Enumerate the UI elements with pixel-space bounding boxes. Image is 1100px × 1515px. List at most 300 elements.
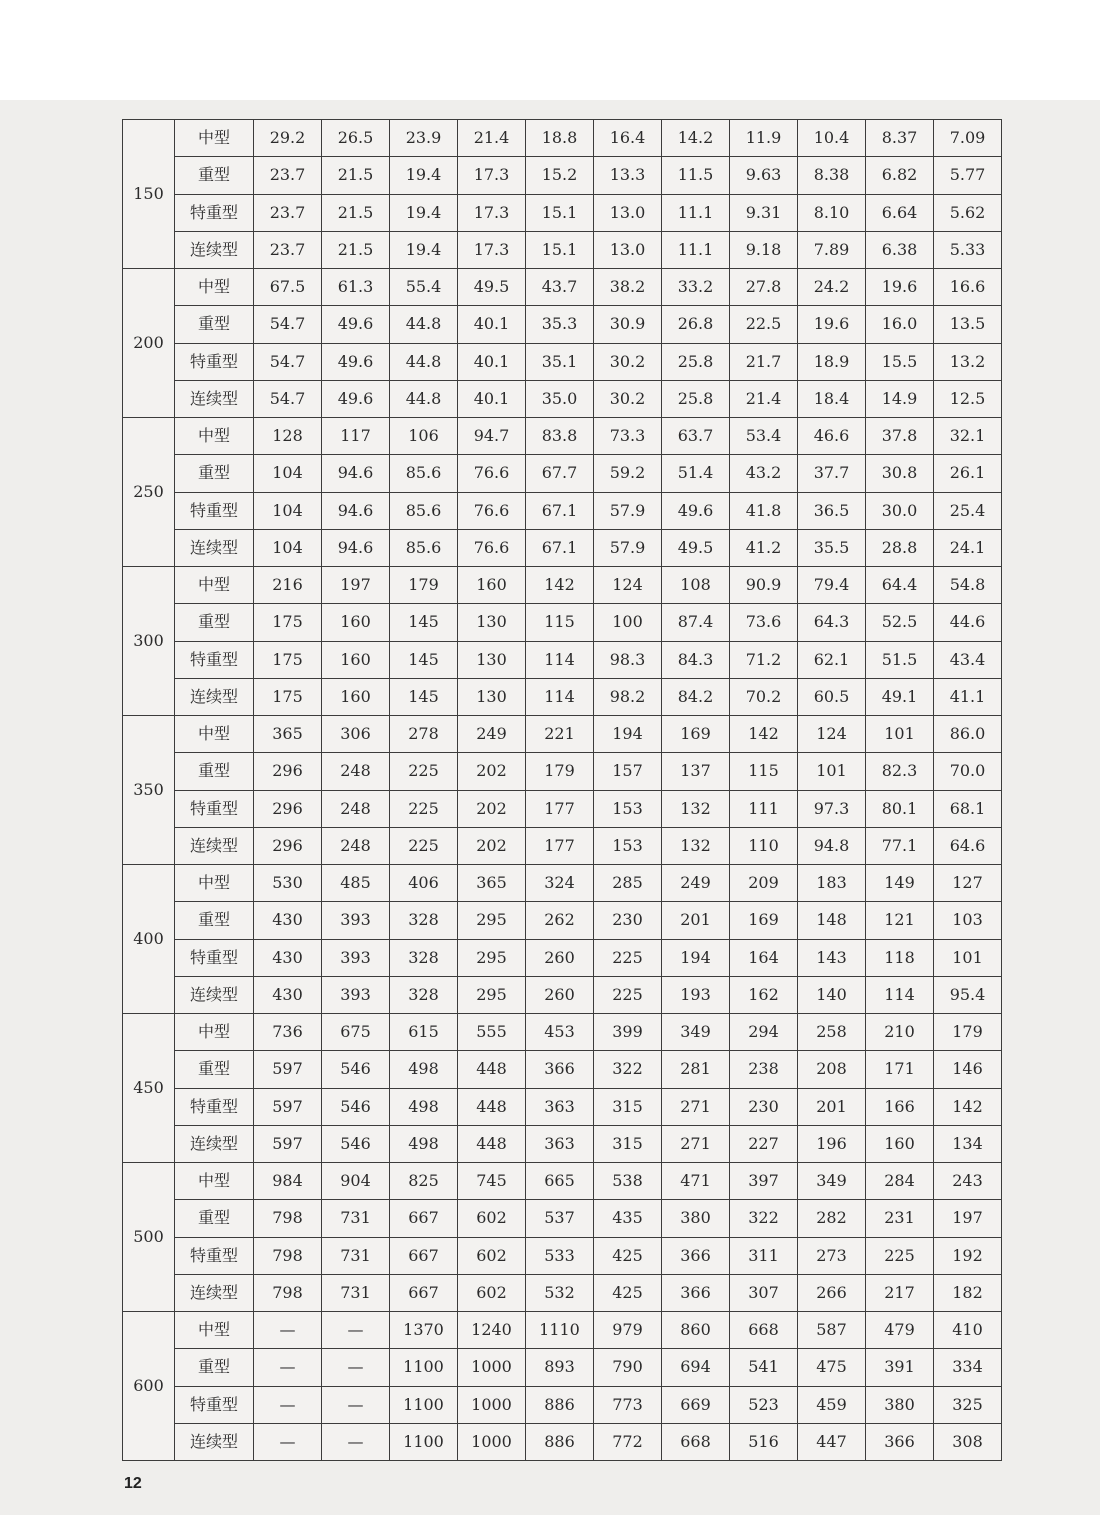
value-cell: 523: [730, 1386, 798, 1423]
value-cell: 142: [934, 1088, 1002, 1125]
value-cell: 30.2: [594, 380, 662, 417]
value-cell: 142: [730, 716, 798, 753]
value-cell: 731: [322, 1274, 390, 1311]
value-cell: 615: [390, 1014, 458, 1051]
value-cell: 19.4: [390, 231, 458, 268]
table-row: [123, 678, 1002, 715]
value-cell: 14.9: [866, 380, 934, 417]
value-cell: 258: [798, 1014, 866, 1051]
type-cell: 中型: [175, 1163, 254, 1200]
value-cell: 166: [866, 1088, 934, 1125]
value-cell: 13.0: [594, 194, 662, 231]
value-cell: 11.1: [662, 194, 730, 231]
value-cell: 23.9: [390, 120, 458, 157]
value-cell: —: [254, 1312, 322, 1349]
value-cell: 315: [594, 1088, 662, 1125]
value-cell: 21.4: [730, 380, 798, 417]
table-row: [123, 1163, 1002, 1200]
value-cell: 538: [594, 1163, 662, 1200]
value-cell: 169: [730, 902, 798, 939]
table-row: [123, 716, 1002, 753]
value-cell: 101: [934, 939, 1002, 976]
value-cell: 41.2: [730, 529, 798, 566]
value-cell: 98.2: [594, 678, 662, 715]
value-cell: 21.5: [322, 194, 390, 231]
value-cell: 667: [390, 1237, 458, 1274]
value-cell: 430: [254, 939, 322, 976]
table-row: [123, 1014, 1002, 1051]
size-cell: 150: [123, 120, 175, 269]
value-cell: 363: [526, 1125, 594, 1162]
value-cell: 19.4: [390, 194, 458, 231]
value-cell: 249: [662, 865, 730, 902]
value-cell: 192: [934, 1237, 1002, 1274]
value-cell: 7.89: [798, 231, 866, 268]
value-cell: 111: [730, 790, 798, 827]
value-cell: 16.0: [866, 306, 934, 343]
value-cell: 38.2: [594, 269, 662, 306]
value-cell: 49.6: [322, 343, 390, 380]
value-cell: 23.7: [254, 194, 322, 231]
value-cell: 231: [866, 1200, 934, 1237]
table-row: [123, 827, 1002, 864]
value-cell: 110: [730, 827, 798, 864]
table-row: [123, 1349, 1002, 1386]
value-cell: 76.6: [458, 455, 526, 492]
value-cell: 132: [662, 790, 730, 827]
value-cell: 44.6: [934, 604, 1002, 641]
value-cell: 393: [322, 902, 390, 939]
value-cell: 18.8: [526, 120, 594, 157]
value-cell: 67.7: [526, 455, 594, 492]
value-cell: 731: [322, 1237, 390, 1274]
table-row: [123, 120, 1002, 157]
value-cell: 43.4: [934, 641, 1002, 678]
value-cell: 243: [934, 1163, 1002, 1200]
value-cell: 104: [254, 492, 322, 529]
value-cell: 124: [798, 716, 866, 753]
table-row: [123, 418, 1002, 455]
value-cell: 448: [458, 1125, 526, 1162]
type-cell: 重型: [175, 157, 254, 194]
value-cell: 366: [866, 1423, 934, 1460]
value-cell: 225: [594, 939, 662, 976]
value-cell: 322: [730, 1200, 798, 1237]
value-cell: 49.6: [662, 492, 730, 529]
value-cell: 249: [458, 716, 526, 753]
value-cell: 285: [594, 865, 662, 902]
value-cell: 153: [594, 790, 662, 827]
value-cell: 202: [458, 790, 526, 827]
value-cell: 19.6: [798, 306, 866, 343]
value-cell: 130: [458, 641, 526, 678]
value-cell: 485: [322, 865, 390, 902]
value-cell: 17.3: [458, 157, 526, 194]
table-row: [123, 790, 1002, 827]
value-cell: 51.5: [866, 641, 934, 678]
type-cell: 特重型: [175, 194, 254, 231]
value-cell: 365: [458, 865, 526, 902]
value-cell: 114: [526, 678, 594, 715]
value-cell: 79.4: [798, 567, 866, 604]
table-row: [123, 231, 1002, 268]
value-cell: 296: [254, 790, 322, 827]
value-cell: 471: [662, 1163, 730, 1200]
value-cell: 546: [322, 1088, 390, 1125]
value-cell: 541: [730, 1349, 798, 1386]
table-row: [123, 753, 1002, 790]
size-cell: 350: [123, 716, 175, 865]
data-table: [122, 119, 1002, 1461]
value-cell: 25.8: [662, 343, 730, 380]
value-cell: 64.3: [798, 604, 866, 641]
table-row: [123, 976, 1002, 1013]
value-cell: 41.8: [730, 492, 798, 529]
value-cell: 35.1: [526, 343, 594, 380]
value-cell: 202: [458, 827, 526, 864]
value-cell: 25.8: [662, 380, 730, 417]
value-cell: 406: [390, 865, 458, 902]
value-cell: 9.31: [730, 194, 798, 231]
value-cell: 209: [730, 865, 798, 902]
value-cell: 322: [594, 1051, 662, 1088]
value-cell: 546: [322, 1125, 390, 1162]
value-cell: 667: [390, 1274, 458, 1311]
value-cell: 143: [798, 939, 866, 976]
value-cell: 67.1: [526, 492, 594, 529]
value-cell: 530: [254, 865, 322, 902]
value-cell: 349: [662, 1014, 730, 1051]
value-cell: 73.6: [730, 604, 798, 641]
table-row: [123, 194, 1002, 231]
value-cell: 15.1: [526, 194, 594, 231]
type-cell: 连续型: [175, 231, 254, 268]
value-cell: 175: [254, 641, 322, 678]
value-cell: 18.9: [798, 343, 866, 380]
value-cell: 14.2: [662, 120, 730, 157]
value-cell: 194: [662, 939, 730, 976]
value-cell: —: [322, 1423, 390, 1460]
value-cell: 262: [526, 902, 594, 939]
value-cell: 29.2: [254, 120, 322, 157]
value-cell: 84.3: [662, 641, 730, 678]
value-cell: 798: [254, 1274, 322, 1311]
type-cell: 连续型: [175, 1274, 254, 1311]
value-cell: 979: [594, 1312, 662, 1349]
value-cell: 886: [526, 1423, 594, 1460]
table-row: [123, 492, 1002, 529]
page-number: 12: [124, 1475, 142, 1492]
value-cell: 22.5: [730, 306, 798, 343]
value-cell: 49.5: [662, 529, 730, 566]
value-cell: 67.1: [526, 529, 594, 566]
value-cell: 57.9: [594, 529, 662, 566]
value-cell: 284: [866, 1163, 934, 1200]
value-cell: 108: [662, 567, 730, 604]
value-cell: 675: [322, 1014, 390, 1051]
value-cell: 798: [254, 1237, 322, 1274]
value-cell: 328: [390, 902, 458, 939]
value-cell: 325: [934, 1386, 1002, 1423]
value-cell: 7.09: [934, 120, 1002, 157]
value-cell: 380: [866, 1386, 934, 1423]
value-cell: 772: [594, 1423, 662, 1460]
value-cell: 602: [458, 1237, 526, 1274]
value-cell: 334: [934, 1349, 1002, 1386]
value-cell: 248: [322, 827, 390, 864]
value-cell: 94.6: [322, 529, 390, 566]
value-cell: 23.7: [254, 231, 322, 268]
size-cell: 250: [123, 418, 175, 567]
value-cell: 179: [934, 1014, 1002, 1051]
value-cell: —: [254, 1349, 322, 1386]
value-cell: 61.3: [322, 269, 390, 306]
value-cell: 142: [526, 567, 594, 604]
value-cell: 101: [798, 753, 866, 790]
type-cell: 中型: [175, 716, 254, 753]
value-cell: 83.8: [526, 418, 594, 455]
value-cell: 665: [526, 1163, 594, 1200]
value-cell: 160: [322, 641, 390, 678]
value-cell: 448: [458, 1051, 526, 1088]
value-cell: 157: [594, 753, 662, 790]
value-cell: 84.2: [662, 678, 730, 715]
value-cell: 266: [798, 1274, 866, 1311]
type-cell: 重型: [175, 306, 254, 343]
value-cell: 893: [526, 1349, 594, 1386]
value-cell: 447: [798, 1423, 866, 1460]
type-cell: 重型: [175, 604, 254, 641]
value-cell: 160: [458, 567, 526, 604]
value-cell: 435: [594, 1200, 662, 1237]
value-cell: 98.3: [594, 641, 662, 678]
type-cell: 中型: [175, 567, 254, 604]
value-cell: 6.38: [866, 231, 934, 268]
table-row: [123, 1200, 1002, 1237]
value-cell: 30.0: [866, 492, 934, 529]
value-cell: 28.8: [866, 529, 934, 566]
value-cell: 82.3: [866, 753, 934, 790]
value-cell: 273: [798, 1237, 866, 1274]
value-cell: 49.6: [322, 380, 390, 417]
value-cell: 40.1: [458, 306, 526, 343]
value-cell: 51.4: [662, 455, 730, 492]
table-row: [123, 380, 1002, 417]
value-cell: 307: [730, 1274, 798, 1311]
value-cell: 555: [458, 1014, 526, 1051]
value-cell: 453: [526, 1014, 594, 1051]
value-cell: 140: [798, 976, 866, 1013]
value-cell: 516: [730, 1423, 798, 1460]
table-row: [123, 1237, 1002, 1274]
value-cell: 11.1: [662, 231, 730, 268]
table-row: [123, 343, 1002, 380]
value-cell: 146: [934, 1051, 1002, 1088]
value-cell: 5.62: [934, 194, 1002, 231]
value-cell: —: [322, 1349, 390, 1386]
value-cell: 397: [730, 1163, 798, 1200]
value-cell: 349: [798, 1163, 866, 1200]
value-cell: 128: [254, 418, 322, 455]
value-cell: 30.2: [594, 343, 662, 380]
value-cell: 230: [594, 902, 662, 939]
value-cell: 49.6: [322, 306, 390, 343]
value-cell: 106: [390, 418, 458, 455]
value-cell: 37.7: [798, 455, 866, 492]
value-cell: 59.2: [594, 455, 662, 492]
value-cell: 64.4: [866, 567, 934, 604]
value-cell: 430: [254, 902, 322, 939]
value-cell: 16.4: [594, 120, 662, 157]
value-cell: 459: [798, 1386, 866, 1423]
type-cell: 重型: [175, 1349, 254, 1386]
size-cell: 200: [123, 269, 175, 418]
value-cell: 1100: [390, 1349, 458, 1386]
value-cell: 132: [662, 827, 730, 864]
value-cell: 271: [662, 1088, 730, 1125]
value-cell: 13.3: [594, 157, 662, 194]
value-cell: 410: [934, 1312, 1002, 1349]
value-cell: 9.63: [730, 157, 798, 194]
value-cell: 54.7: [254, 343, 322, 380]
type-cell: 特重型: [175, 343, 254, 380]
value-cell: 271: [662, 1125, 730, 1162]
value-cell: 860: [662, 1312, 730, 1349]
type-cell: 中型: [175, 1014, 254, 1051]
value-cell: 1100: [390, 1386, 458, 1423]
value-cell: 363: [526, 1088, 594, 1125]
value-cell: 731: [322, 1200, 390, 1237]
value-cell: 201: [662, 902, 730, 939]
value-cell: 667: [390, 1200, 458, 1237]
value-cell: 296: [254, 753, 322, 790]
value-cell: 100: [594, 604, 662, 641]
value-cell: 9.18: [730, 231, 798, 268]
value-cell: 669: [662, 1386, 730, 1423]
value-cell: 54.7: [254, 306, 322, 343]
value-cell: 13.5: [934, 306, 1002, 343]
value-cell: 94.7: [458, 418, 526, 455]
value-cell: 55.4: [390, 269, 458, 306]
value-cell: 668: [730, 1312, 798, 1349]
value-cell: 8.38: [798, 157, 866, 194]
value-cell: 281: [662, 1051, 730, 1088]
value-cell: 12.5: [934, 380, 1002, 417]
table-row: [123, 1125, 1002, 1162]
value-cell: 182: [934, 1274, 1002, 1311]
value-cell: 225: [390, 827, 458, 864]
value-cell: 62.1: [798, 641, 866, 678]
value-cell: 46.6: [798, 418, 866, 455]
value-cell: 294: [730, 1014, 798, 1051]
type-cell: 连续型: [175, 1423, 254, 1460]
value-cell: 26.8: [662, 306, 730, 343]
value-cell: 425: [594, 1274, 662, 1311]
type-cell: 特重型: [175, 1237, 254, 1274]
value-cell: 21.7: [730, 343, 798, 380]
value-cell: 49.5: [458, 269, 526, 306]
type-cell: 中型: [175, 865, 254, 902]
value-cell: 295: [458, 939, 526, 976]
value-cell: 137: [662, 753, 730, 790]
type-cell: 特重型: [175, 492, 254, 529]
value-cell: 90.9: [730, 567, 798, 604]
value-cell: 130: [458, 678, 526, 715]
value-cell: 15.5: [866, 343, 934, 380]
value-cell: 160: [322, 604, 390, 641]
value-cell: 44.8: [390, 343, 458, 380]
value-cell: 366: [526, 1051, 594, 1088]
value-cell: 597: [254, 1125, 322, 1162]
value-cell: 306: [322, 716, 390, 753]
type-cell: 特重型: [175, 790, 254, 827]
size-cell: 500: [123, 1163, 175, 1312]
value-cell: 76.6: [458, 492, 526, 529]
type-cell: 连续型: [175, 678, 254, 715]
type-cell: 重型: [175, 902, 254, 939]
value-cell: 694: [662, 1349, 730, 1386]
value-cell: 210: [866, 1014, 934, 1051]
type-cell: 重型: [175, 1051, 254, 1088]
table-row: [123, 939, 1002, 976]
value-cell: 13.2: [934, 343, 1002, 380]
value-cell: 736: [254, 1014, 322, 1051]
value-cell: 380: [662, 1200, 730, 1237]
value-cell: 145: [390, 678, 458, 715]
value-cell: 8.37: [866, 120, 934, 157]
value-cell: 94.6: [322, 492, 390, 529]
type-cell: 连续型: [175, 529, 254, 566]
value-cell: 498: [390, 1051, 458, 1088]
value-cell: 70.0: [934, 753, 1002, 790]
value-cell: 164: [730, 939, 798, 976]
value-cell: 904: [322, 1163, 390, 1200]
table-row: [123, 1051, 1002, 1088]
value-cell: 201: [798, 1088, 866, 1125]
value-cell: 149: [866, 865, 934, 902]
value-cell: 95.4: [934, 976, 1002, 1013]
table-row: [123, 529, 1002, 566]
value-cell: 40.1: [458, 343, 526, 380]
value-cell: 77.1: [866, 827, 934, 864]
value-cell: 1370: [390, 1312, 458, 1349]
value-cell: 148: [798, 902, 866, 939]
table-row: [123, 1312, 1002, 1349]
value-cell: 23.7: [254, 157, 322, 194]
value-cell: 169: [662, 716, 730, 753]
value-cell: 425: [594, 1237, 662, 1274]
value-cell: 85.6: [390, 455, 458, 492]
value-cell: 311: [730, 1237, 798, 1274]
value-cell: 27.8: [730, 269, 798, 306]
value-cell: 225: [594, 976, 662, 1013]
value-cell: 225: [390, 753, 458, 790]
value-cell: 80.1: [866, 790, 934, 827]
size-cell: 300: [123, 567, 175, 716]
value-cell: 127: [934, 865, 1002, 902]
size-cell: 450: [123, 1014, 175, 1163]
value-cell: 1000: [458, 1423, 526, 1460]
value-cell: 76.6: [458, 529, 526, 566]
value-cell: 260: [526, 976, 594, 1013]
value-cell: 64.6: [934, 827, 1002, 864]
value-cell: 260: [526, 939, 594, 976]
value-cell: 30.8: [866, 455, 934, 492]
value-cell: 18.4: [798, 380, 866, 417]
value-cell: 587: [798, 1312, 866, 1349]
value-cell: 17.3: [458, 194, 526, 231]
value-cell: 475: [798, 1349, 866, 1386]
